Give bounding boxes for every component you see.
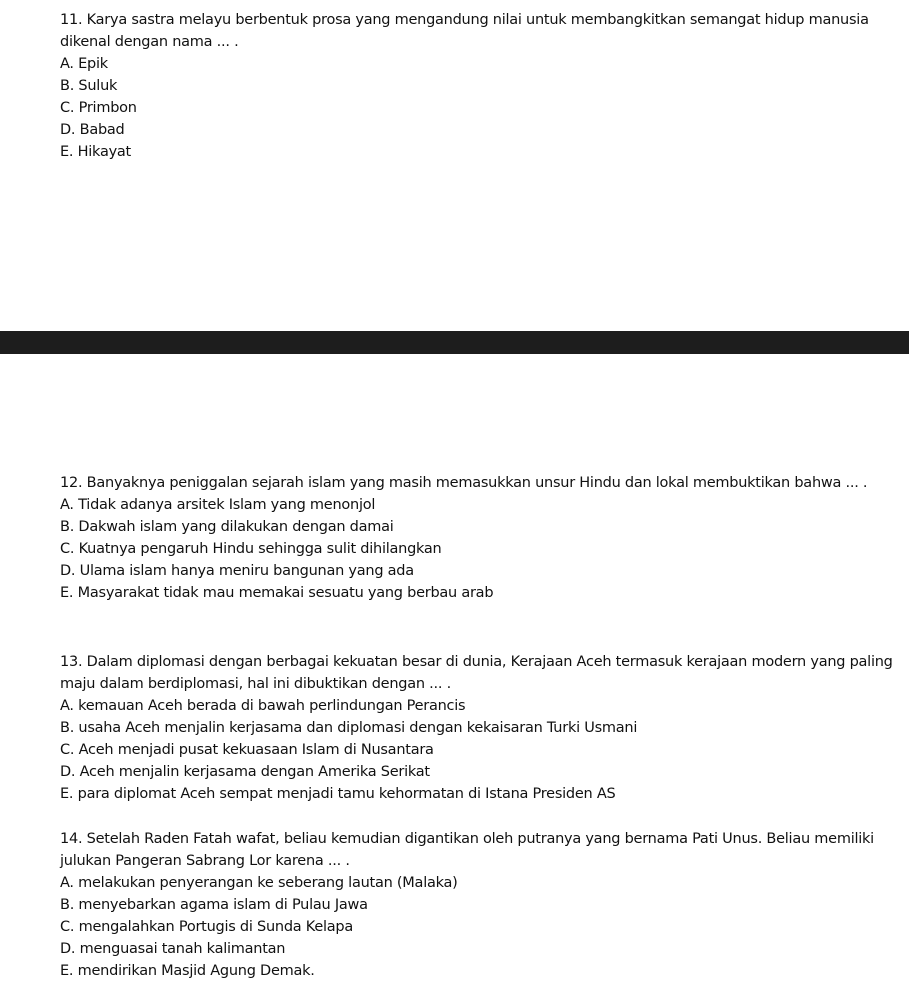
question-12-stem: 12. Banyaknya peniggalan sejarah islam yang masih memasukkan unsur Hindu dan lokal membuktikan bahwa ... . <box>60 475 868 491</box>
question-14 <box>60 828 900 982</box>
option-d: D. menguasai tanah kalimantan <box>60 941 286 957</box>
question-14-stem: 14. Setelah Raden Fatah wafat, beliau kemudian digantikan oleh putranya yang bernama Pati Unus. Beliau memiliki julukan Pangeran Sabrang Lor karena ... . <box>60 831 874 869</box>
option-c: C. mengalahkan Portugis di Sunda Kelapa <box>60 919 354 935</box>
question-12 <box>60 472 900 604</box>
question-11-stem: 11. Karya sastra melayu berbentuk prosa yang mengandung nilai untuk membangkitkan semangat hidup manusia dikenal dengan nama ... . <box>60 12 869 50</box>
question-13-stem: 13. Dalam diplomasi dengan berbagai kekuatan besar di dunia, Kerajaan Aceh termasuk kerajaan modern yang paling maju dalam berdiplomasi, hal ini dibuktikan dengan ... . <box>60 654 893 692</box>
option-e: E. mendirikan Masjid Agung Demak. <box>60 963 315 979</box>
question-11 <box>60 9 900 163</box>
question-13 <box>60 651 900 805</box>
option-e: E. Masyarakat tidak mau memakai sesuatu yang berbau arab <box>60 585 494 601</box>
option-a: A. kemauan Aceh berada di bawah perlindungan Perancis <box>60 698 466 714</box>
option-a: A. melakukan penyerangan ke seberang lautan (Malaka) <box>60 875 458 891</box>
option-b: B. usaha Aceh menjalin kerjasama dan diplomasi dengan kekaisaran Turki Usmani <box>60 720 638 736</box>
option-d: D. Ulama islam hanya meniru bangunan yang ada <box>60 563 414 579</box>
option-d: D. Babad <box>60 122 125 138</box>
option-b: B. Suluk <box>60 78 118 94</box>
option-c: C. Primbon <box>60 100 137 116</box>
option-b: B. Dakwah islam yang dilakukan dengan damai <box>60 519 394 535</box>
option-b: B. menyebarkan agama islam di Pulau Jawa <box>60 897 368 913</box>
option-e: E. Hikayat <box>60 144 131 160</box>
option-c: C. Kuatnya pengaruh Hindu sehingga sulit dihilangkan <box>60 541 442 557</box>
page-divider <box>0 331 909 354</box>
option-d: D. Aceh menjalin kerjasama dengan Amerika Serikat <box>60 764 430 780</box>
option-e: E. para diplomat Aceh sempat menjadi tamu kehormatan di Istana Presiden AS <box>60 786 616 802</box>
option-a: A. Tidak adanya arsitek Islam yang menonjol <box>60 497 376 513</box>
option-c: C. Aceh menjadi pusat kekuasaan Islam di Nusantara <box>60 742 434 758</box>
option-a: A. Epik <box>60 56 108 72</box>
